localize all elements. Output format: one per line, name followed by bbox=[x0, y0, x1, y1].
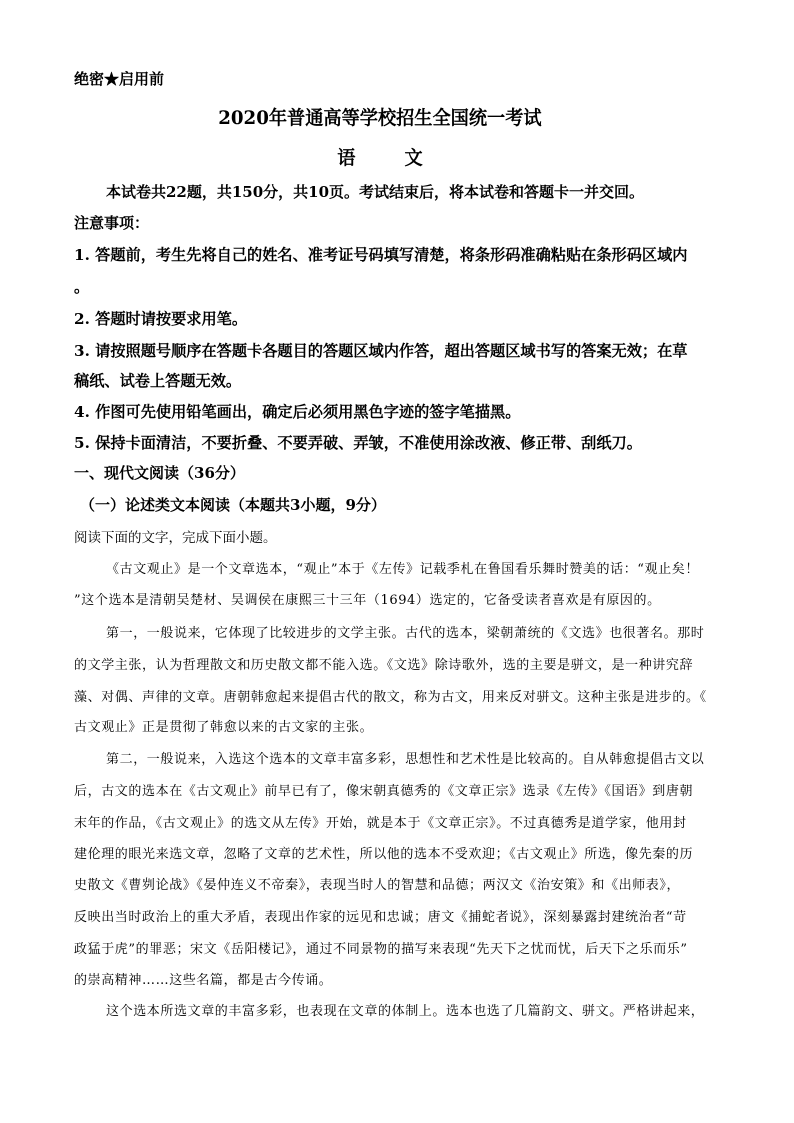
notice-line: 4. 作图可先使用铅笔画出，确定后必须用黑色字迹的签字笔描黑。 bbox=[74, 403, 521, 421]
passage-line: 的崇高精神……这些名篇，都是古今传诵。 bbox=[74, 973, 333, 988]
secret-mark: 绝密★启用前 bbox=[74, 70, 165, 88]
exam-title: 2020年普通高等学校招生全国统一考试 bbox=[218, 107, 542, 129]
notice-line: 稿纸、试卷上答题无效。 bbox=[74, 372, 242, 390]
passage-line: 政猛于虎”的罪恶；宋文《岳阳楼记》，通过不同景物的描写来表现“先天下之忧而忧，后天下之乐而乐” bbox=[74, 942, 688, 957]
passage-line: 史散文《曹刿论战》《晏仲连义不帝秦》，表现当时人的智慧和品德；两汉文《治安策》和《出师表》， bbox=[74, 878, 681, 893]
passage-line: 后，古文的选本在《古文观止》前早已有了，像宋朝真德秀的《文章正宗》选录《左传》《国语》到唐朝 bbox=[74, 784, 694, 799]
notice-line: 。 bbox=[74, 278, 90, 296]
passage-line: 古文观止》正是贯彻了韩愈以来的古文家的主张。 bbox=[74, 720, 374, 735]
passage-line: 藻、对偶、声律的文章。唐朝韩愈起来提倡古代的散文，称为古文，用来反对骈文。这种主张是进步的。《 bbox=[74, 690, 707, 705]
reading-instruction: 阅读下面的文字，完成下面小题。 bbox=[74, 530, 277, 546]
passage-line: 建伦理的眼光来选文章，忽略了文章的艺术性，所以他的选本不受欢迎；《古文观止》所选，像先秦的历 bbox=[74, 847, 694, 862]
passage-line: 这个选本所选文章的丰富多彩，也表现在文章的体制上。选本也选了几篇韵文、骈文。严格讲起来， bbox=[106, 1004, 705, 1019]
passage-line: 末年的作品，《古文观止》的选文从左传》开始，就是本于《文章正宗》。不过真德秀是道学家，他用封 bbox=[74, 816, 687, 831]
notice-line: 2. 答题时请按要求用笔。 bbox=[74, 310, 248, 328]
passage-line: 反映出当时政治上的重大矛盾，表现出作家的远见和忠诚；唐文《捕蛇者说》，深刻暴露封建统治者“苛 bbox=[74, 910, 687, 925]
passage-line: 《古文观止》是一个文章选本，“观止”本于《左传》记载季札在鲁国看乐舞时赞美的话：“观止矣！ bbox=[106, 562, 699, 577]
notice-line: 3. 请按照题号顺序在答题卡各题目的答题区域内作答，超出答题区域书写的答案无效；在草 bbox=[74, 342, 688, 360]
section-title: 一、现代文阅读（36分） bbox=[74, 464, 245, 482]
notice-line: 5. 保持卡面清洁，不要折叠、不要弄破、弄皱，不准使用涂改液、修正带、刮纸刀。 bbox=[74, 434, 642, 452]
passage-line: ”这个选本是清朝吴楚材、吴调侯在康熙三十三年（1694）选定的，它备受读者喜欢是有原因的。 bbox=[74, 593, 661, 608]
subsection-title: （一）论述类文本阅读（本题共3小题，9分） bbox=[80, 496, 386, 514]
exam-intro: 本试卷共22题，共150分，共10页。考试结束后，将本试卷和答题卡一并交回。 bbox=[106, 183, 645, 201]
notice-heading: 注意事项： bbox=[74, 214, 150, 232]
passage-line: 第二，一般说来，入选这个选本的文章丰富多彩，思想性和艺术性是比较高的。自从韩愈提倡古文以 bbox=[106, 752, 705, 767]
notice-line: 1. 答题前，考生先将自己的姓名、准考证号码填写清楚，将条形码准确粘贴在条形码区域内 bbox=[74, 246, 688, 264]
subject-char-2: 文 bbox=[404, 147, 423, 169]
subject-title bbox=[0, 143, 760, 170]
passage-line: 的文学主张，认为哲理散文和历史散文都不能入选。《文选》除诗歌外，选的主要是骈文，是一种讲究辞 bbox=[74, 658, 694, 673]
subject-char-1: 语 bbox=[337, 147, 356, 169]
passage-line: 第一，一般说来，它体现了比较进步的文学主张。古代的选本，梁朝萧统的《文选》也很著名。那时 bbox=[106, 626, 705, 641]
